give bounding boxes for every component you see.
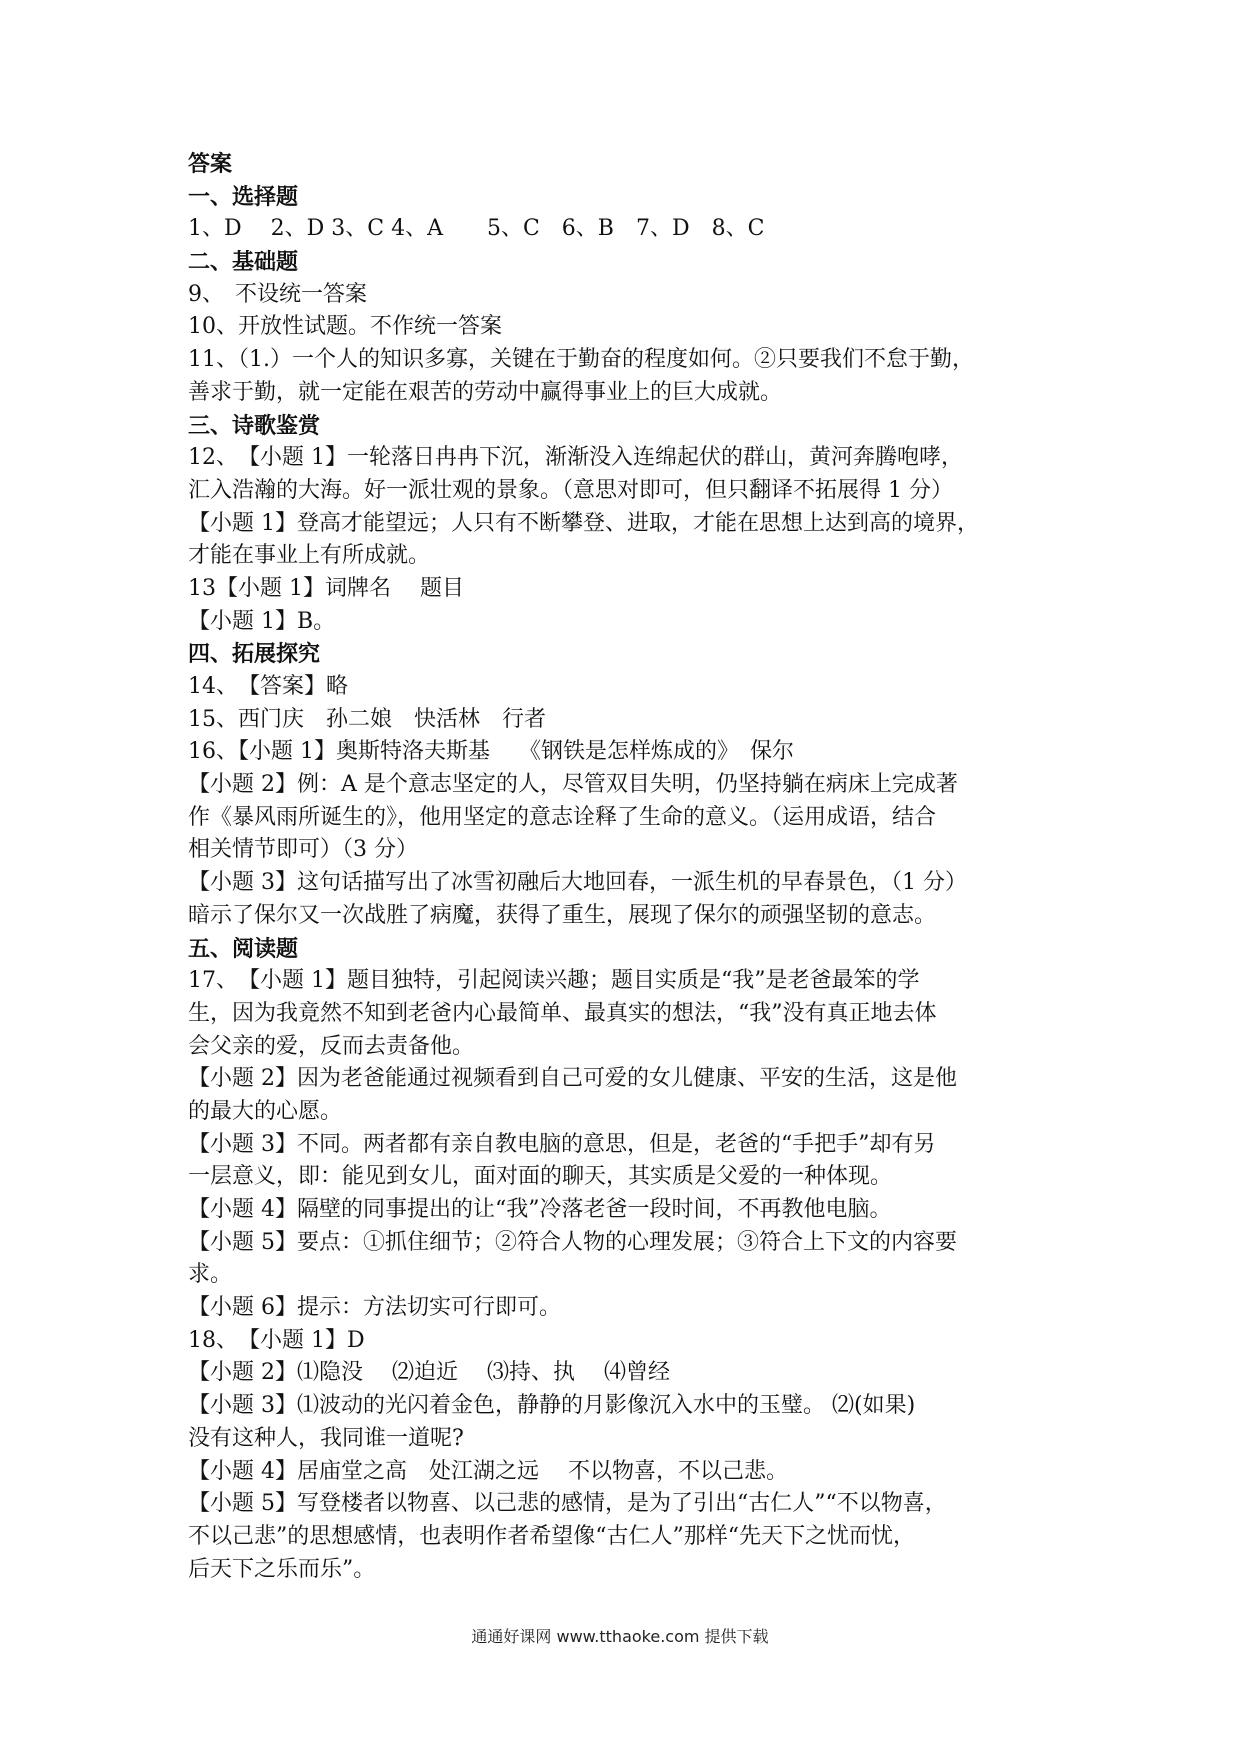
text-line: 【小题 3】这句话描写出了冰雪初融后大地回春，一派生机的早春景色，（1 分） [188,870,967,896]
text-line: 【小题 1】登高才能望远；人只有不断攀登、进取，才能在思想上达到高的境界， [188,510,979,536]
text-line: 暗示了保尔又一次战胜了病魔，获得了重生，展现了保尔的顽强坚韧的意志。 [188,902,937,928]
text-line: 16、【小题 1】奥斯特洛夫斯基 《钢铁是怎样炼成的》 保尔 [188,739,794,765]
text-line: 善求于勤，就一定能在艰苦的劳动中赢得事业上的巨大成就。 [188,379,783,405]
text-line: 14、 【答案】略 [188,674,348,699]
answer-content [188,148,1068,1586]
section-heading: 一、选择题 [188,183,299,210]
text-line: 不以己悲”的思想感情，也表明作者希望像“古仁人”那样“先天下之忧而忧， [188,1523,915,1549]
section-heading: 五、阅读题 [188,935,299,962]
text-line: 【小题 5】要点：①抓住细节；②符合人物的心理发展；③符合上下文的内容要 [188,1229,957,1255]
text-line: 【小题 4】隔壁的同事提出的让“我”冷落老爸一段时间，不再教他电脑。 [188,1197,892,1222]
text-line: 【小题 3】不同。两者都有亲自教电脑的意思，但是，老爸的“手把手”却有另 [188,1131,936,1157]
text-line: 【小题 2】例：A 是个意志坚定的人，尽管双目失明，仍坚持躺在病床上完成著 [188,772,958,798]
text-line: 15、西门庆 孙二娘 快活林 行者 [188,706,546,732]
text-line: 才能在事业上有所成就。 [188,543,431,569]
section-heading: 二、基础题 [188,249,299,276]
text-line: 后天下之乐而乐”。 [188,1556,376,1582]
page-footer: 通通好课网 www.tthaoke.com 提供下载 [471,1627,769,1646]
text-line: 没有这种人，我同谁一道呢? [188,1425,464,1451]
text-line: 17、 【小题 1】题目独特，引起阅读兴趣；题目实质是“我”是老爸最笨的学 [188,968,920,994]
text-line: 生，因为我竟然不知到老爸内心最简单、最真实的想法，“我”没有真正地去体 [188,1000,937,1026]
text-line: 作《暴风雨所诞生的》，他用坚定的意志诠释了生命的意义。（运用成语，结合 [188,804,937,830]
text-line: 13【小题 1】词牌名 题目 [188,575,464,601]
section-heading: 答案 [188,151,233,177]
section-heading: 四、拓展探究 [188,641,321,668]
text-line: 一层意义，即：能见到女儿，面对面的聊天，其实质是父爱的一种体现。 [188,1164,893,1190]
text-line: 求。 [188,1262,233,1288]
text-line: 10、开放性试题。不作统一答案 [188,314,502,340]
text-line: 汇入浩瀚的大海。好一派壮观的景象。（意思对即可，但只翻译不拓展得 1 分） [188,477,953,503]
text-line: 【小题 2】因为老爸能通过视频看到自己可爱的女儿健康、平安的生活，这是他 [188,1066,957,1092]
text-line: 相关情节即可）（3 分） [188,837,418,863]
text-line: 11、（1.）一个人的知识多寡，关键在于勤奋的程度如何。②只要我们不怠于勤， [188,347,974,373]
text-line: 【小题 1】B。 [188,608,336,634]
text-line: 【小题 3】⑴波动的光闪着金色，静静的月影像沉入水中的玉璧。 ⑵(如果) [188,1393,916,1419]
text-line: 12、 【小题 1】一轮落日冉冉下沉，渐渐没入连绵起伏的群山，黄河奔腾咆哮， [188,445,963,471]
text-line: 会父亲的爱，反而去责备他。 [188,1033,475,1059]
text-line: 【小题 2】⑴隐没 ⑵迫近 ⑶持、执 ⑷曾经 [188,1360,670,1386]
text-line: 【小题 4】居庙堂之高 处江湖之远 不以物喜，不以己悲。 [188,1458,788,1484]
text-line: 18、 【小题 1】D [188,1327,365,1353]
text-line: 的最大的心愿。 [188,1098,343,1124]
text-line: 9、 不设统一答案 [188,281,367,307]
text-line: 1、D 2、D 3、C 4、A 5、C 6、B 7、D 8、C [188,216,765,242]
text-line: 【小题 6】提示：方法切实可行即可。 [188,1295,561,1321]
section-heading: 三、诗歌鉴赏 [188,412,321,439]
text-line: 【小题 5】写登楼者以物喜、以己悲的感情，是为了引出“古仁人”“不以物喜， [188,1491,947,1517]
